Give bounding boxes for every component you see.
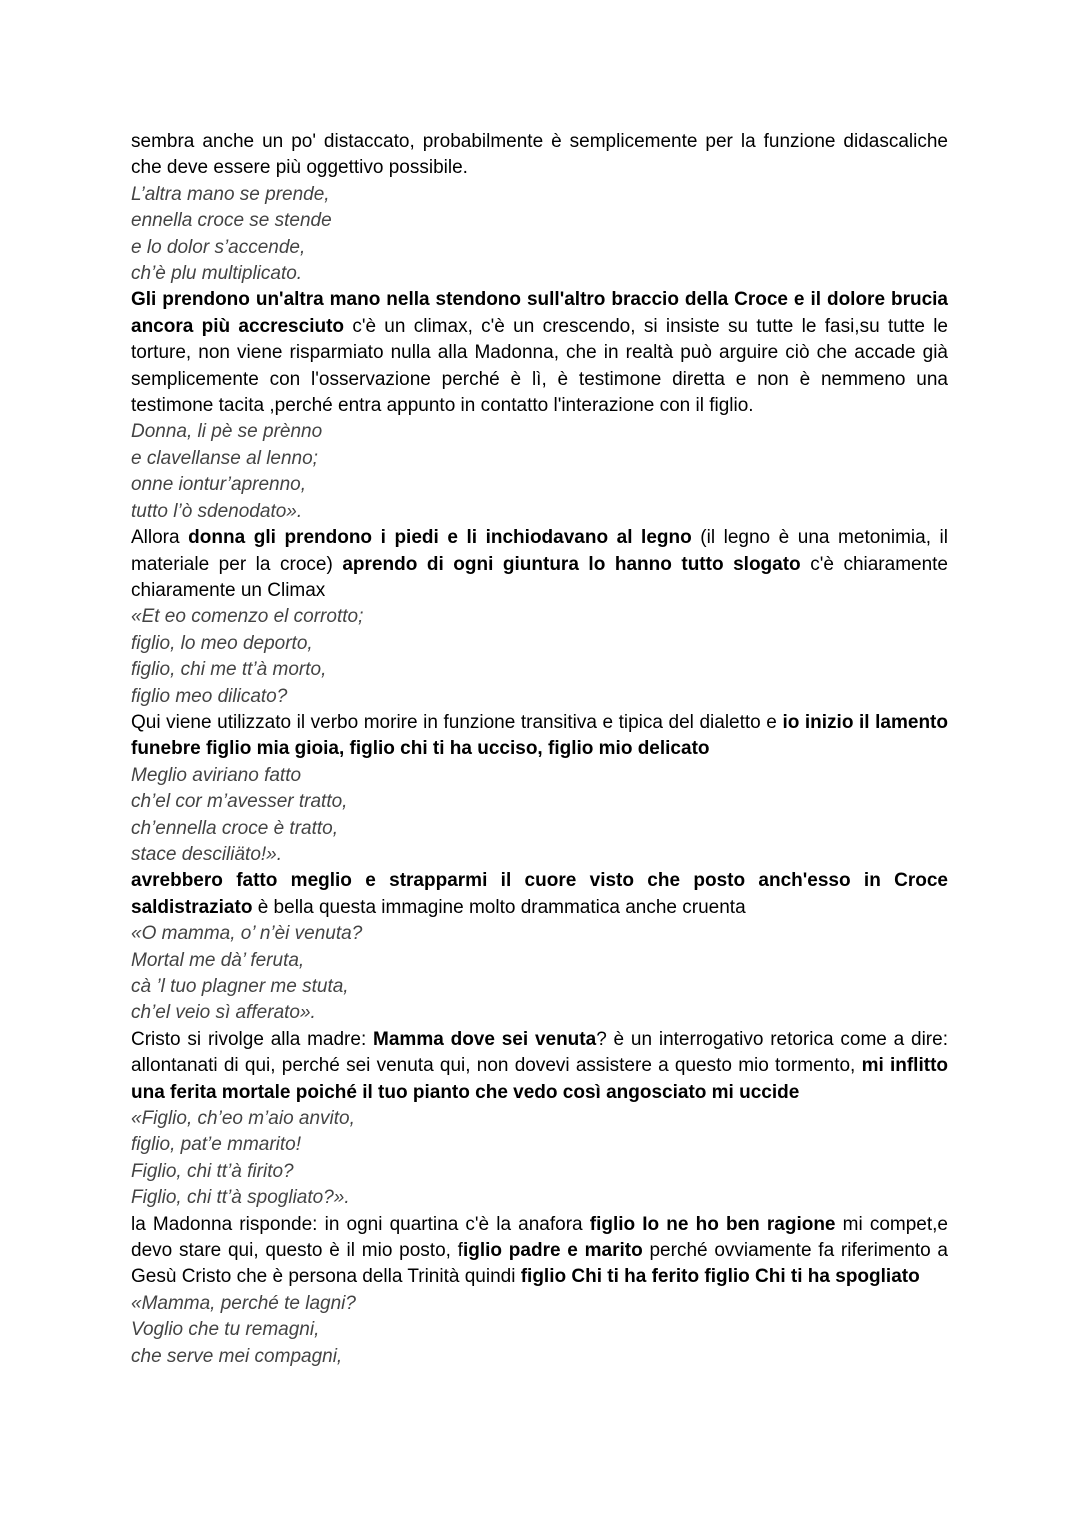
verse-stanza [131,763,948,869]
verse-line: figlio meo dilicato? [131,685,288,707]
verse-line: ch’el cor m’avesser tratto, [131,791,348,813]
verse-line: Mortal me dà’ feruta, [131,949,305,971]
verse-line: tutto l’ò sdenodato». [131,500,303,522]
commentary-paragraph: Allora donna gli prendono i piedi e li inchiodavano al legno (il legno è una metonimia, il materiale per la croce) aprendo di ogni giuntura lo hanno tutto slogato c'è chiaramente chiaramente un Climax [131,527,948,601]
verse-line: ch’è plu multiplicato. [131,263,303,285]
translation-text: aprendo di ogni giuntura lo hanno tutto slogato [342,553,801,575]
document-page [131,129,948,1370]
verse-line: «Et eo comenzo el corrotto; [131,606,364,628]
verse-line: Figlio, chi tt’à firito? [131,1160,294,1182]
verse-line: e clavellanse al lenno; [131,447,318,469]
verse-line: figlio, lo meo deporto, [131,632,313,654]
verse-line: «O mamma, o’ n’èi venuta? [131,923,363,945]
verse-line: L’altra mano se prende, [131,183,330,205]
verse-stanza [131,921,948,1027]
verse-stanza [131,1106,948,1212]
verse-line: Donna, li pè se prènno [131,421,323,443]
commentary-paragraph: avrebbero fatto meglio e strapparmi il cuore visto che posto anch'esso in Croce saldistraziato è bella questa immagine molto drammatica anche cruenta [131,870,948,918]
translation-text: mi inflitto una ferita mortale poiché il tuo pianto che vedo così angosciato mi uccide [131,1055,949,1103]
translation-text: io inizio il lamento funebre figlio mia gioia, figlio chi ti ha ucciso, figlio mio delicato [131,711,948,760]
commentary-paragraph: sembra anche un po' distaccato, probabilmente è semplicemente per la funzione didascaliche che deve essere più oggettivo possibile. [131,131,948,179]
verse-line: cà ’l tuo plagner me stuta, [131,976,349,997]
verse-line: che serve mei compagni, [131,1345,343,1367]
verse-line: onne iontur’aprenno, [131,474,307,496]
verse-line: stace desciliäto!». [131,843,283,865]
verse-line: figlio, chi me tt’à morto, [131,659,327,681]
commentary-paragraph: Cristo si rivolge alla madre: Mamma dove sei venuta? è un interrogativo retorica come a dire: allontanati di qui, perché sei venuta qui, non dovevi assistere a questo mio tormento, mi inflitto una ferita mortale poiché il tuo pianto che vedo così angosciato mi uccide [131,1028,949,1103]
verse-stanza [131,419,948,525]
commentary-paragraph: Qui viene utilizzato il verbo morire in funzione transitiva e tipica del dialetto e io inizio il lamento funebre figlio mia gioia, figlio chi ti ha ucciso, figlio mio delicato [131,711,948,760]
verse-line: e lo dolor s’accende, [131,236,306,258]
translation-text: donna gli prendono i piedi e li inchiodavano al legno [188,527,692,549]
verse-line: Figlio, chi tt’à spogliato?». [131,1187,350,1209]
translation-text: figlio Chi ti ha ferito figlio Chi ti ha spogliato [520,1266,920,1288]
translation-text: avrebbero fatto meglio e strapparmi il cuore visto che posto anch'esso in Croce saldistraziato [131,870,948,918]
verse-line: Voglio che tu remagni, [131,1319,320,1341]
commentary-paragraph: Gli prendono un'altra mano nella stendono sull'altro braccio della Croce e il dolore brucia ancora più accresciuto c'è un climax, c'è un crescendo, si insiste su tutte le fasi,su tutte le torture, non viene risparmiato nulla alla Madonna, che in realtà può arguire ciò che accade già semplicemente con l'osservazione perché è lì, è testimone diretta e non è nemmeno una testimone tacita ,perché entra appunto in contatto l'interazione con il figlio. [131,289,949,417]
translation-text: Mamma dove sei venuta [373,1028,597,1050]
verse-line: ch’ennella croce è tratto, [131,817,339,839]
verse-stanza [131,182,948,288]
verse-line: «Figlio, ch’eo m’aio anvito, [131,1108,355,1130]
translation-text: Gli prendono un'altra mano nella stendono sull'altro braccio della Croce e il dolore brucia ancora più accresciuto [131,289,948,337]
commentary-paragraph: la Madonna risponde: in ogni quartina c'è la anafora figlio Io ne ho ben ragione mi compet,e devo stare qui, questo è il mio posto, figlio padre e marito perché ovviamente fa riferimento a Gesù Cristo che è persona della Trinità quindi figlio Chi ti ha ferito figlio Chi ti ha spogliato [131,1213,949,1288]
verse-line: ch’el veio sì afferato». [131,1002,316,1024]
verse-line: figlio, pat’e mmarito! [131,1134,302,1156]
verse-line: Meglio aviriano fatto [131,764,302,786]
verse-line: ennella croce se stende [131,210,332,232]
verse-stanza [131,604,948,710]
translation-text: iglio padre e marito [462,1240,643,1262]
verse-stanza [131,1291,948,1370]
verse-line: «Mamma, perché te lagni? [131,1292,356,1314]
translation-text: figlio Io ne ho ben ragione [589,1213,836,1235]
